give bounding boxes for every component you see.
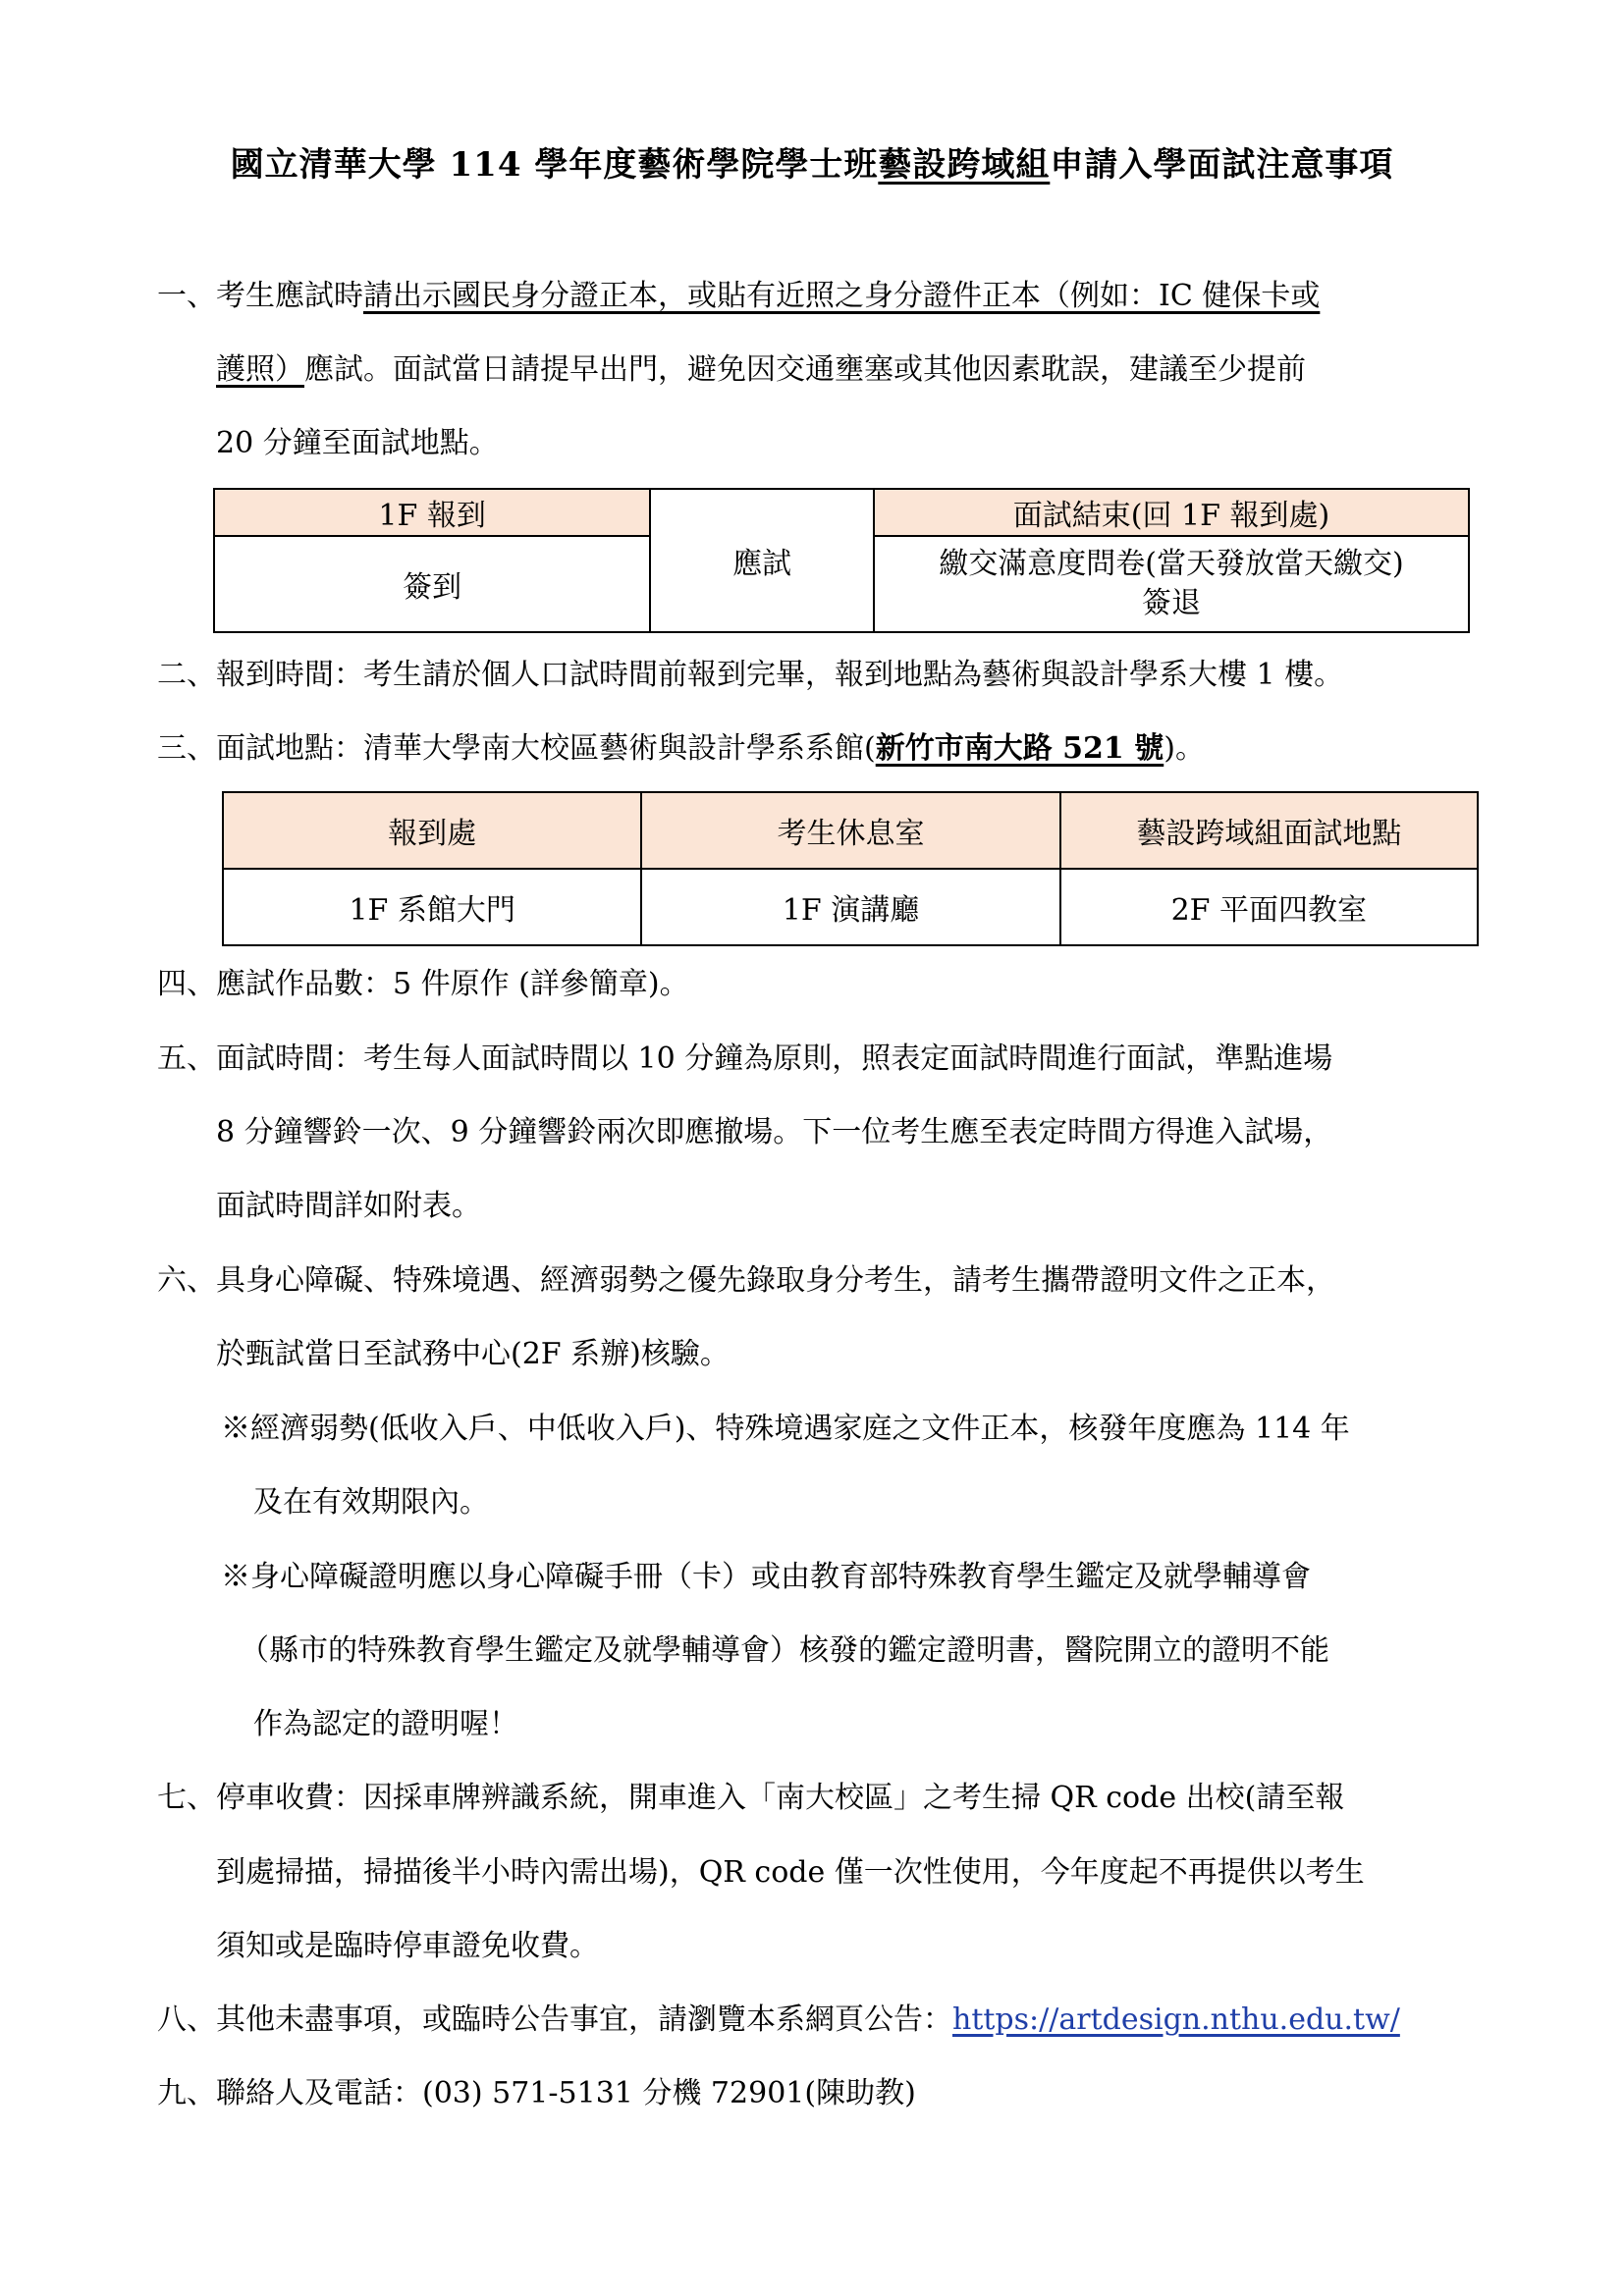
item-7-line-2: 到處掃描，掃描後半小時內需出場)，QR code 僅一次性使用，今年度起不再提供以考生 — [216, 1855, 1365, 1890]
item-5-line-1: 五、面試時間：考生每人面試時間以 10 分鐘為原則，照表定面試時間進行面試，準點進場 — [157, 1041, 1333, 1076]
flow-interview: 應試 — [650, 489, 874, 632]
flow-table — [213, 488, 1470, 633]
item-3: 三、面試地點：清華大學南大校區藝術與設計學系系館(新竹市南大路 521 號)。 — [157, 731, 1205, 766]
title-post: 申請入學面試注意事項 — [1050, 145, 1394, 185]
location-cell-rest: 1F 演講廳 — [641, 869, 1059, 945]
item-7-line-1: 七、停車收費：因採車牌辨識系統，開車進入「南大校區」之考生掃 QR code 出校(請至報 — [157, 1781, 1345, 1815]
item-1-line-1: 一、考生應試時請出示國民身分證正本，或貼有近照之身分證件正本（例如：IC 健保卡或 — [157, 279, 1321, 313]
location-table — [222, 791, 1479, 946]
item-8: 八、其他未盡事項，或臨時公告事宜，請瀏覽本系網頁公告：https://artdesign.nthu.edu.tw/ — [157, 2002, 1400, 2037]
location-header-rest: 考生休息室 — [641, 792, 1059, 869]
item-6-line-1: 六、具身心障礙、特殊境遇、經濟弱勢之優先錄取身分考生，請考生攜帶證明文件之正本， — [157, 1263, 1335, 1298]
location-cell-interview: 2F 平面四教室 — [1060, 869, 1478, 945]
item-5-line-3: 面試時間詳如附表。 — [216, 1189, 481, 1223]
page-title — [0, 137, 1624, 186]
item-5-line-2: 8 分鐘響鈴一次、9 分鐘響鈴兩次即應撤場。下一位考生應至表定時間方得進入試場， — [216, 1115, 1333, 1149]
item-4: 四、應試作品數：5 件原作 (詳參簡章)。 — [157, 967, 689, 1001]
location-header-checkin: 報到處 — [223, 792, 641, 869]
title-underlined: 藝設跨域組 — [878, 145, 1051, 185]
flow-checkin-cell: 簽到 — [214, 536, 650, 632]
flow-checkin-header: 1F 報到 — [214, 489, 650, 536]
item-1-line-3: 20 分鐘至面試地點。 — [216, 426, 499, 460]
title-pre: 國立清華大學 114 學年度藝術學院學士班 — [230, 145, 879, 185]
item-9: 九、聯絡人及電話：(03) 571-5131 分機 72901(陳助教) — [157, 2076, 916, 2110]
item-6-note-2a: ※身心障礙證明應以身心障礙手冊（卡）或由教育部特殊教育學生鑑定及就學輔導會 — [221, 1560, 1311, 1594]
item-1-line-2: 護照）應試。面試當日請提早出門，避免因交通壅塞或其他因素耽誤，建議至少提前 — [216, 352, 1306, 387]
location-cell-checkin: 1F 系館大門 — [223, 869, 641, 945]
item-6-note-1a: ※經濟弱勢(低收入戶、中低收入戶)、特殊境遇家庭之文件正本，核發年度應為 114 年 — [221, 1412, 1350, 1446]
location-header-interview: 藝設跨域組面試地點 — [1060, 792, 1478, 869]
item-6-note-1b: 及在有效期限內。 — [253, 1485, 489, 1520]
flow-end-header: 面試結束(回 1F 報到處) — [874, 489, 1469, 536]
department-website-link[interactable]: https://artdesign.nthu.edu.tw/ — [952, 2002, 1400, 2037]
item-6-note-2b: （縣市的特殊教育學生鑑定及就學輔導會）核發的鑑定證明書，醫院開立的證明不能 — [240, 1633, 1329, 1668]
item-6-line-2: 於甄試當日至試務中心(2F 系辦)核驗。 — [216, 1337, 730, 1371]
item-6-note-2c: 作為認定的證明喔！ — [253, 1707, 518, 1741]
flow-end-cell: 繳交滿意度問卷(當天發放當天繳交) 簽退 — [874, 536, 1469, 632]
item-7-line-3: 須知或是臨時停車證免收費。 — [216, 1929, 599, 1963]
item-2: 二、報到時間：考生請於個人口試時間前報到完畢，報到地點為藝術與設計學系大樓 1 樓。 — [157, 658, 1344, 692]
